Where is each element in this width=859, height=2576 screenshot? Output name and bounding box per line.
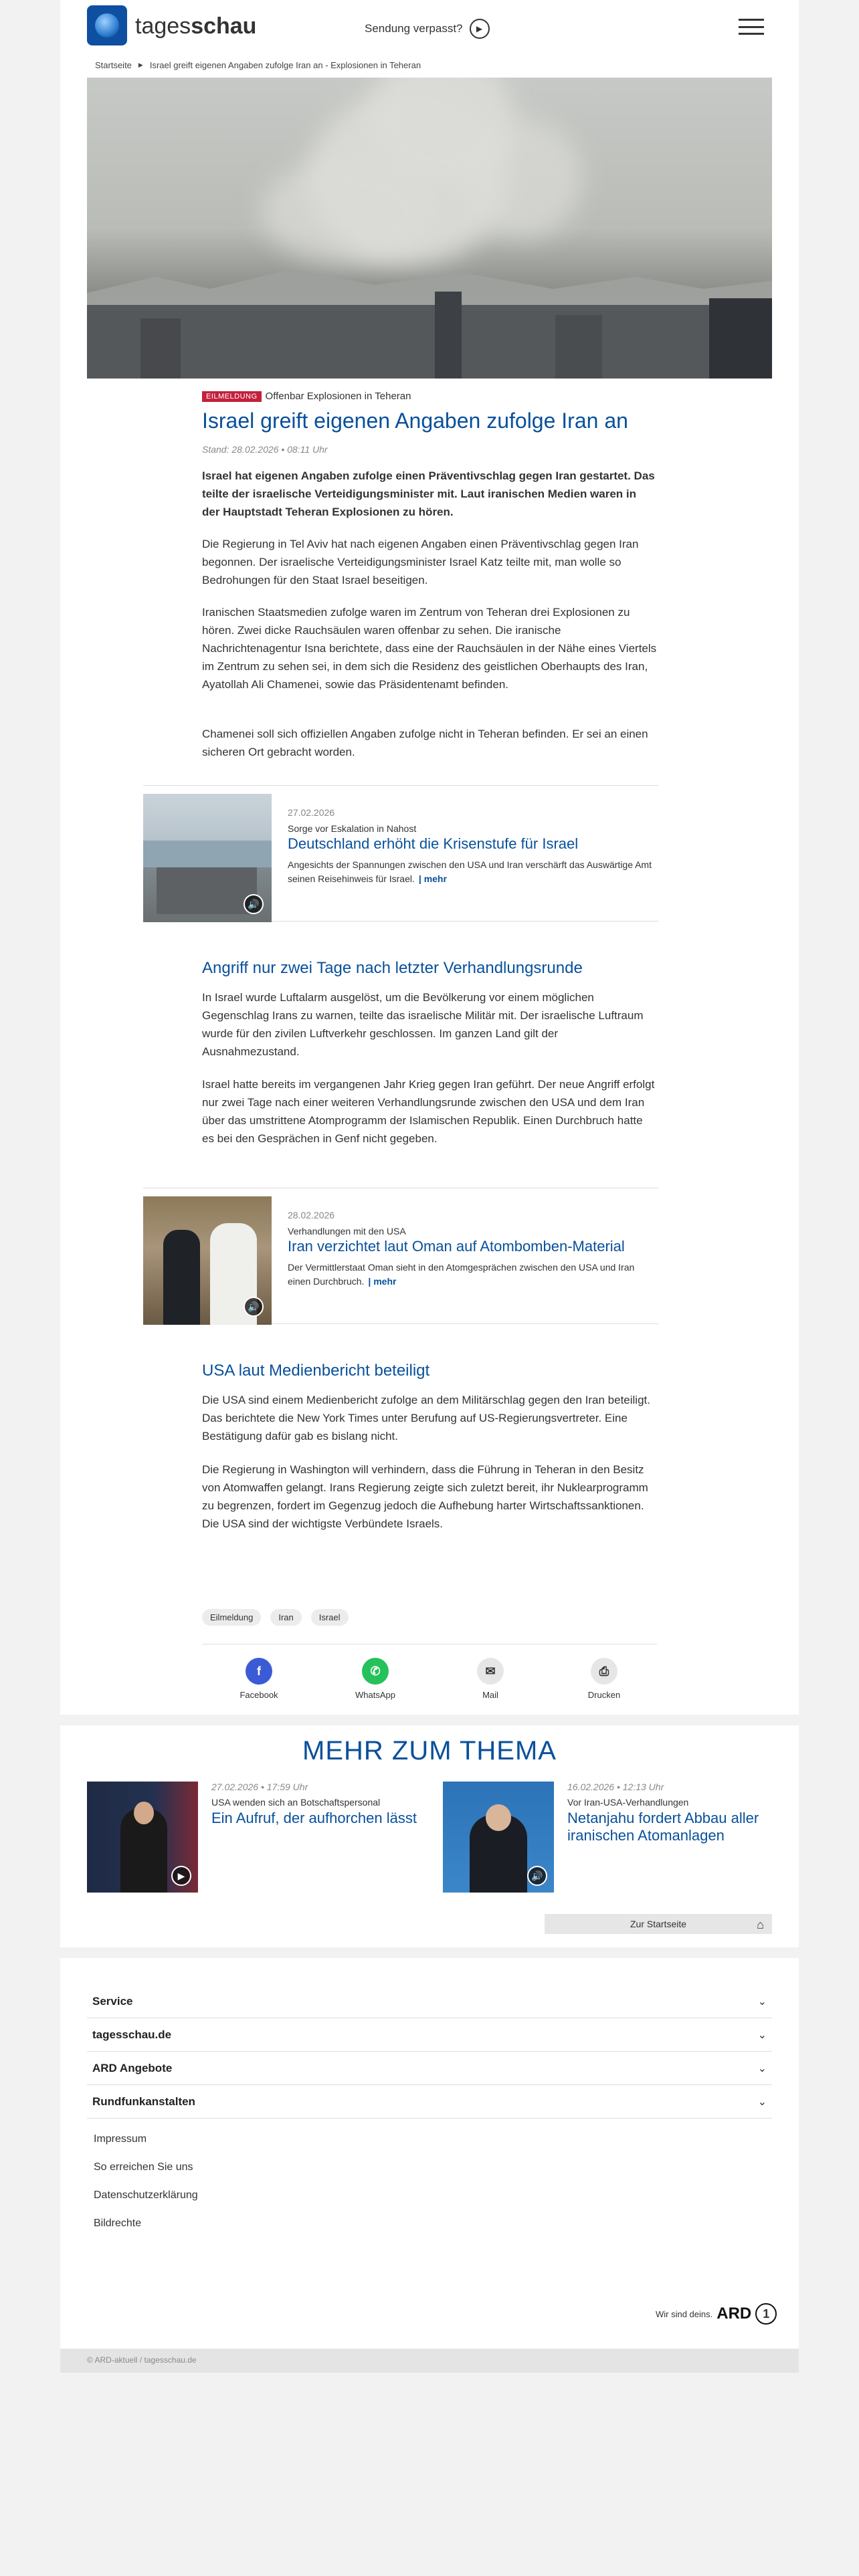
article-title: Israel greift eigenen Angaben zufolge Iran an: [202, 409, 628, 433]
footer-link-bildrechte[interactable]: Bildrechte: [94, 2218, 142, 2229]
mail-icon: ✉: [477, 1658, 504, 1685]
share-facebook[interactable]: f Facebook: [229, 1658, 289, 1700]
teaser-title: Iran verzichtet laut Oman auf Atombomben-Material: [288, 1238, 625, 1255]
mehr-zum-thema: MEHR ZUM THEMA ▶ 27.02.2026 • 17:59 Uhr USA wenden sich an Botschaftspersonal Ein Aufruf, der aufhorchen lässt 🔊 16.02.2026 • 12:13 Uhr Vor Iran-USA-Verhandlungen Netanjahu fordert Abbau aller iranischen Atomanlagen Zur Startseite ⌂: [60, 1725, 799, 1947]
play-icon: ▶: [171, 1866, 191, 1886]
share-bar: [202, 1644, 657, 1704]
article-paragraph: Chamenei soll sich offiziellen Angaben zufolge nicht in Teheran befinden. Er sei an einen sicheren Ort gebracht worden.: [202, 728, 648, 758]
teaser-image: [143, 794, 272, 922]
article-paragraph: Die Regierung in Washington will verhindern, dass die Führung in Teheran in den Besitz von Atomwaffen gelangt. Irans Regierung zeigte sich zuletzt bereit, ihr Nuklearprogramm zu begrenzen, fordert im Gegenzug jedoch die Aufhebung harter Wirtschaftssanktionen. Die USA sind der wichtigste Verbündete Israels.: [202, 1463, 648, 1530]
speaker-icon: 🔊: [527, 1866, 547, 1886]
teaser-image: [143, 1196, 272, 1325]
ard-one-icon: 1: [755, 2303, 777, 2325]
chevron-right-icon: ▶: [138, 62, 143, 68]
chevron-down-icon: ⌄: [757, 1996, 767, 2008]
tag-iran[interactable]: Iran: [270, 1609, 301, 1626]
share-print[interactable]: ⎙ Drucken: [574, 1658, 634, 1700]
chevron-down-icon: ⌄: [757, 2062, 767, 2074]
breadcrumb-current: Israel greift eigenen Angaben zufolge Iran an - Explosionen in Teheran: [149, 60, 421, 70]
eilmeldung-badge: EILMELDUNG: [202, 391, 262, 402]
mehr-link[interactable]: | mehr: [368, 1276, 397, 1287]
teaser-krisenstufe[interactable]: 🔊 27.02.2026 Sorge vor Eskalation in Nahost Deutschland erhöht die Krisenstufe für Israel Angesichts der Spannungen zwischen den USA und Iran verschärft das Auswärtige Amt seinen Reisehinweis für Israel. | mehr: [143, 785, 658, 922]
whatsapp-icon: ✆: [362, 1658, 389, 1685]
play-icon: ▶: [470, 19, 490, 39]
globe-icon: [95, 13, 119, 37]
main-content: [60, 0, 799, 1715]
article-paragraph: In Israel wurde Luftalarm ausgelöst, um die Bevölkerung vor einem möglichen Gegenschlag Irans zu warnen, teilte das israelische Militär mit. Der israelische Luftraum wurde für den zivilen Luftverkehr geschlossen. Im ganzen Land gilt der Ausnahmezustand.: [202, 991, 644, 1058]
tag-list: [202, 1609, 349, 1626]
teaser-image: [443, 1782, 554, 1893]
footer-link-impressum[interactable]: Impressum: [94, 2133, 147, 2145]
article-kicker: Offenbar Explosionen in Teheran: [265, 391, 411, 403]
subheading: Angriff nur zwei Tage nach letzter Verhandlungsrunde: [202, 959, 583, 977]
hero-image: [87, 78, 772, 379]
footer-accordion-tagesschau[interactable]: tagesschau.de ⌄: [87, 2018, 772, 2052]
share-whatsapp[interactable]: ✆ WhatsApp: [345, 1658, 405, 1700]
copyright: © ARD-aktuell / tagesschau.de: [87, 2355, 197, 2365]
footer-accordion-service[interactable]: Service ⌄: [87, 1985, 772, 2018]
home-icon: ⌂: [757, 1918, 764, 1931]
ard-logo[interactable]: Wir sind deins. ARD 1: [656, 2303, 777, 2325]
speaker-icon: 🔊: [244, 894, 264, 914]
article-lead: Israel hat eigenen Angaben zufolge einen Präventivschlag gegen Iran gestartet. Das teilte der israelische Verteidigungsminister mit. Laut iranischen Medien waren in der Hauptstadt Teheran Explosionen zu hören.: [202, 469, 655, 518]
tagesschau-logo[interactable]: [87, 5, 127, 45]
mehr-link[interactable]: | mehr: [418, 873, 447, 885]
copyright-bar: [60, 2349, 799, 2373]
footer-link-datenschutz[interactable]: Datenschutzerklärung: [94, 2189, 198, 2201]
footer-link-kontakt[interactable]: So erreichen Sie uns: [94, 2161, 193, 2173]
menu-button[interactable]: [739, 19, 764, 35]
share-mail[interactable]: ✉ Mail: [460, 1658, 520, 1700]
section-title: MEHR ZUM THEMA: [302, 1736, 557, 1765]
footer-accordion-rundfunkanstalten[interactable]: Rundfunkanstalten ⌄: [87, 2085, 772, 2119]
article-kicker-row: [202, 391, 657, 403]
chevron-down-icon: ⌄: [757, 2096, 767, 2108]
brand-name[interactable]: tagesschau: [135, 13, 257, 39]
tag-israel[interactable]: Israel: [311, 1609, 349, 1626]
article-paragraph: Iranischen Staatsmedien zufolge waren im Zentrum von Teheran drei Explosionen zu hören. Zwei dicke Rauchsäulen waren offenbar zu sehen. Die iranische Nachrichtenagentur Isna berichtete, dass eine der Rauchsäulen in der Nähe eines Viertels im Zentrum zu sehen sei, in dem sich die Residenz des geistlichen Oberhaupts des Iran, Ayatollah Ali Chamenei, sowie das Präsidentenamt befinden.: [202, 606, 657, 691]
sendung-verpasst-link[interactable]: Sendung verpasst? ▶: [365, 19, 490, 39]
article-stand: Stand: 28.02.2026 • 08:11 Uhr: [202, 444, 328, 455]
teaser-oman[interactable]: 🔊 28.02.2026 Verhandlungen mit den USA Iran verzichtet laut Oman auf Atombomben-Material Der Vermittlerstaat Oman sieht in den Atomgesprächen zwischen den USA und Iran einen Durchbruch. | mehr: [143, 1188, 658, 1324]
zur-startseite-button[interactable]: Zur Startseite ⌂: [545, 1914, 772, 1934]
article-paragraph: Die Regierung in Tel Aviv hat nach eigenen Angaben einen Präventivschlag gegen Iran begonnen. Der israelische Verteidigungsminister Israel Katz teilte mit, man wolle so Bedrohungen für den Staat Israel beseitigen.: [202, 538, 639, 586]
facebook-icon: f: [246, 1658, 272, 1685]
print-icon: ⎙: [591, 1658, 617, 1685]
breadcrumb: [95, 60, 421, 70]
speaker-icon: 🔊: [244, 1297, 264, 1317]
chevron-down-icon: ⌄: [757, 2029, 767, 2041]
breadcrumb-home[interactable]: Startseite: [95, 60, 132, 70]
teaser-image: [87, 1782, 198, 1893]
subheading: USA laut Medienbericht beteiligt: [202, 1362, 430, 1380]
article-paragraph: Israel hatte bereits im vergangenen Jahr Krieg gegen Iran geführt. Der neue Angriff erfolgt nur zwei Tage nach einer weiteren Verhandlungsrunde zwischen den USA und dem Iran über das umstrittene Atomprogramm der Islamischen Republik. Einen Durchbruch hatte es bei den Gesprächen in Genf nicht gegeben.: [202, 1078, 655, 1145]
teaser-title: Deutschland erhöht die Krisenstufe für Israel: [288, 835, 579, 852]
tag-eilmeldung[interactable]: Eilmeldung: [202, 1609, 261, 1626]
footer-accordion-ard-angebote[interactable]: ARD Angebote ⌄: [87, 2052, 772, 2085]
article-paragraph: Die USA sind einem Medienbericht zufolge an dem Militärschlag gegen den Iran beteiligt. Das berichtete die New York Times unter Berufung auf US-Regierungsvertreter. Eine Bestätigung dafür gab es bislang nicht.: [202, 1394, 650, 1442]
footer: [60, 1958, 799, 2349]
